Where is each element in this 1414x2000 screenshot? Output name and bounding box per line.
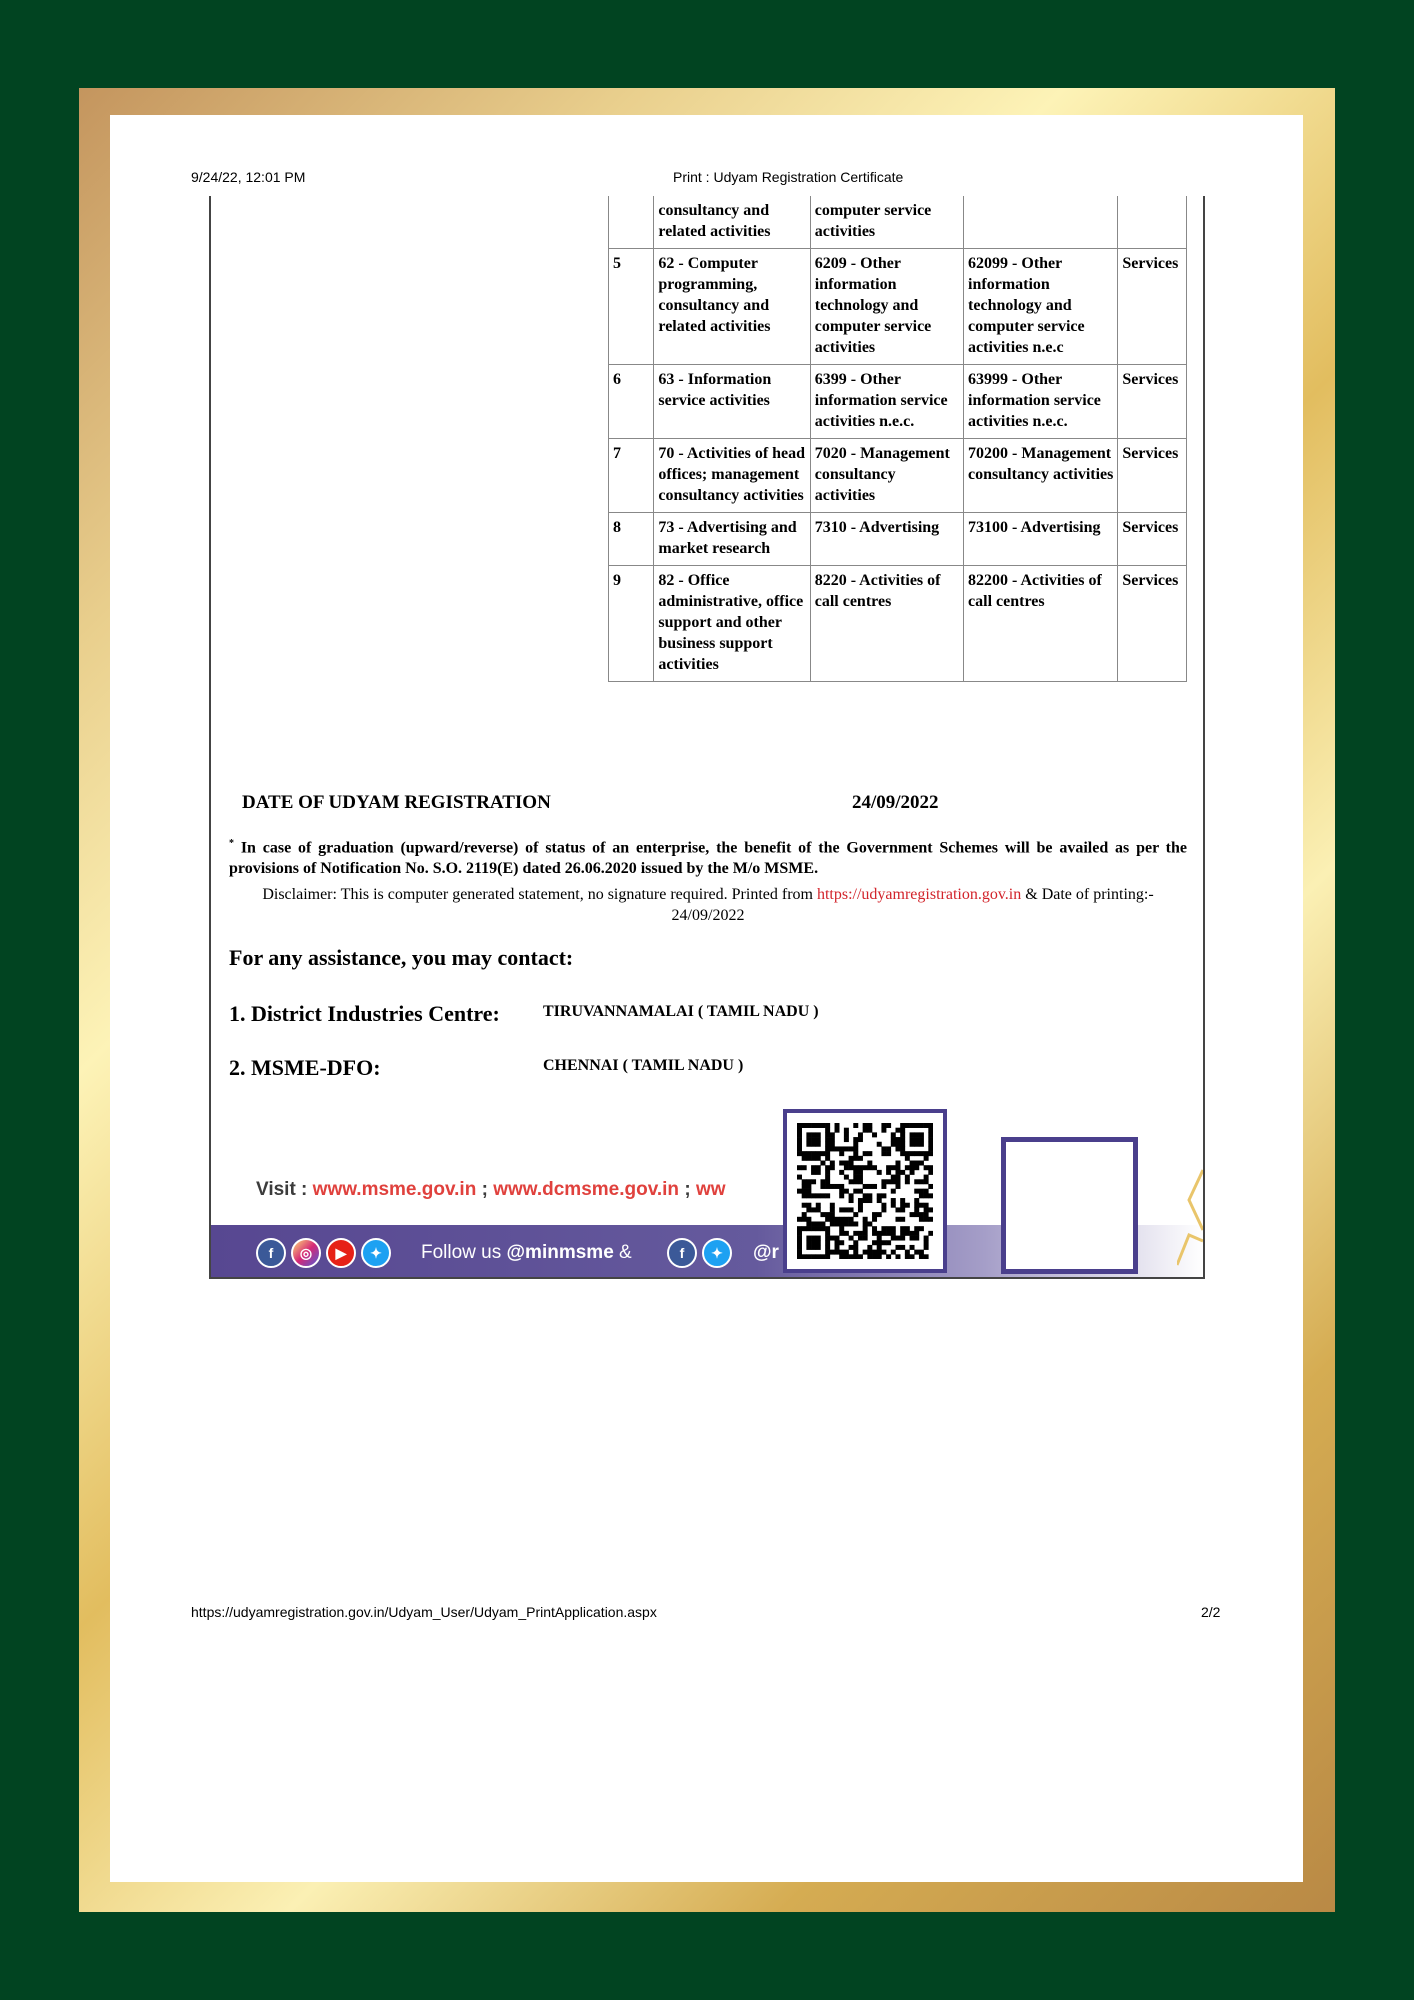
disclaimer [229, 884, 1187, 926]
table-row [609, 439, 1187, 513]
activity-cell: Services [1118, 513, 1187, 566]
dic-value: TIRUVANNAMALAI ( TAMIL NADU ) [543, 1003, 819, 1020]
sno-cell: 8 [609, 513, 654, 566]
sno-cell: 7 [609, 439, 654, 513]
division-cell: 63 - Information service activities [654, 365, 810, 439]
activity-cell: Services [1118, 439, 1187, 513]
instagram-icon[interactable]: ◎ [291, 1238, 321, 1268]
division-cell: 73 - Advertising and market research [654, 513, 810, 566]
amp: & [613, 1242, 632, 1263]
social-icons-secondary [667, 1238, 732, 1268]
activity-cell: Services [1118, 566, 1187, 682]
page-number: 2/2 [1201, 1604, 1221, 1620]
group-cell: computer service activities [810, 196, 963, 249]
social-icons [256, 1238, 391, 1268]
activity-cell [1118, 196, 1187, 249]
qr-code-icon [797, 1123, 933, 1259]
handle-minmsme[interactable]: @minmsme [506, 1242, 614, 1263]
graduation-note [229, 833, 1187, 879]
site-third[interactable]: ww [695, 1179, 726, 1200]
class-cell: 62099 - Other information technology and computer service activities n.e.c [964, 249, 1118, 365]
group-cell: 6209 - Other information technology and computer service activities [810, 249, 963, 365]
registration-date-value: 24/09/2022 [852, 792, 939, 813]
sno-cell: 9 [609, 566, 654, 682]
sno-cell [609, 196, 654, 249]
separator: ; [679, 1179, 696, 1200]
table-row [609, 513, 1187, 566]
note-text: In case of graduation (upward/reverse) of status of an enterprise, the benefit of the Government Schemes will be availed as per the provisions of Notification No. S.O. 2119(E) dated 26.06.2020 issued by the M/o MSME. [229, 839, 1188, 878]
table-row [609, 365, 1187, 439]
division-cell: consultancy and related activities [654, 196, 810, 249]
twitter-icon[interactable]: ✦ [702, 1238, 732, 1268]
sno-cell: 6 [609, 365, 654, 439]
sno-cell: 5 [609, 249, 654, 365]
udyam-link[interactable]: https://udyamregistration.gov.in [816, 886, 1022, 903]
msme-dfo-value: CHENNAI ( TAMIL NADU ) [543, 1057, 744, 1074]
table-row [609, 249, 1187, 365]
handle-secondary[interactable]: @r [753, 1242, 779, 1263]
class-cell: 70200 - Management consultancy activities [964, 439, 1118, 513]
photo-placeholder [1001, 1137, 1138, 1274]
disclaimer-prefix: Disclaimer: This is computer generated statement, no signature required. Printed from [262, 886, 817, 903]
facebook-icon[interactable]: f [256, 1238, 286, 1268]
class-cell: 73100 - Advertising [964, 513, 1118, 566]
note-marker: * [229, 838, 234, 849]
site-dcmsme[interactable]: www.dcmsme.gov.in [493, 1179, 680, 1200]
follow-text: Follow us [421, 1242, 507, 1263]
visit-label: Visit : [256, 1179, 313, 1200]
twitter-icon[interactable]: ✦ [361, 1238, 391, 1268]
table-row [609, 196, 1187, 249]
certificate-page [110, 115, 1303, 1882]
follow-line [421, 1242, 632, 1264]
footer-url: https://udyamregistration.gov.in/Udyam_User/Udyam_PrintApplication.aspx [191, 1604, 657, 1620]
division-cell: 62 - Computer programming, consultancy and related activities [654, 249, 810, 365]
hexagon-decoration-icon [1177, 1145, 1203, 1277]
class-cell: 82200 - Activities of call centres [964, 566, 1118, 682]
division-cell: 82 - Office administrative, office support and other business support activities [654, 566, 810, 682]
nic-code-table [608, 196, 1187, 682]
qr-code [783, 1109, 947, 1273]
activity-cell: Services [1118, 365, 1187, 439]
table-row [609, 566, 1187, 682]
group-cell: 8220 - Activities of call centres [810, 566, 963, 682]
division-cell: 70 - Activities of head offices; management consultancy activities [654, 439, 810, 513]
group-cell: 7310 - Advertising [810, 513, 963, 566]
registration-date-label: DATE OF UDYAM REGISTRATION [242, 792, 551, 813]
print-title: Print : Udyam Registration Certificate [673, 169, 904, 185]
facebook-icon[interactable]: f [667, 1238, 697, 1268]
group-cell: 6399 - Other information service activities n.e.c. [810, 365, 963, 439]
disclaimer-suffix: & Date of printing:- 24/09/2022 [671, 886, 1154, 924]
class-cell: 63999 - Other information service activities n.e.c. [964, 365, 1118, 439]
msme-dfo-label: 2. MSME-DFO: [229, 1055, 381, 1080]
print-timestamp: 9/24/22, 12:01 PM [191, 169, 306, 185]
site-msme[interactable]: www.msme.gov.in [312, 1179, 477, 1200]
class-cell [964, 196, 1118, 249]
youtube-icon[interactable]: ▶ [326, 1238, 356, 1268]
dic-label: 1. District Industries Centre: [229, 1001, 500, 1026]
activity-cell: Services [1118, 249, 1187, 365]
assistance-heading: For any assistance, you may contact: [229, 945, 574, 970]
group-cell: 7020 - Management consultancy activities [810, 439, 963, 513]
separator: ; [476, 1179, 494, 1200]
